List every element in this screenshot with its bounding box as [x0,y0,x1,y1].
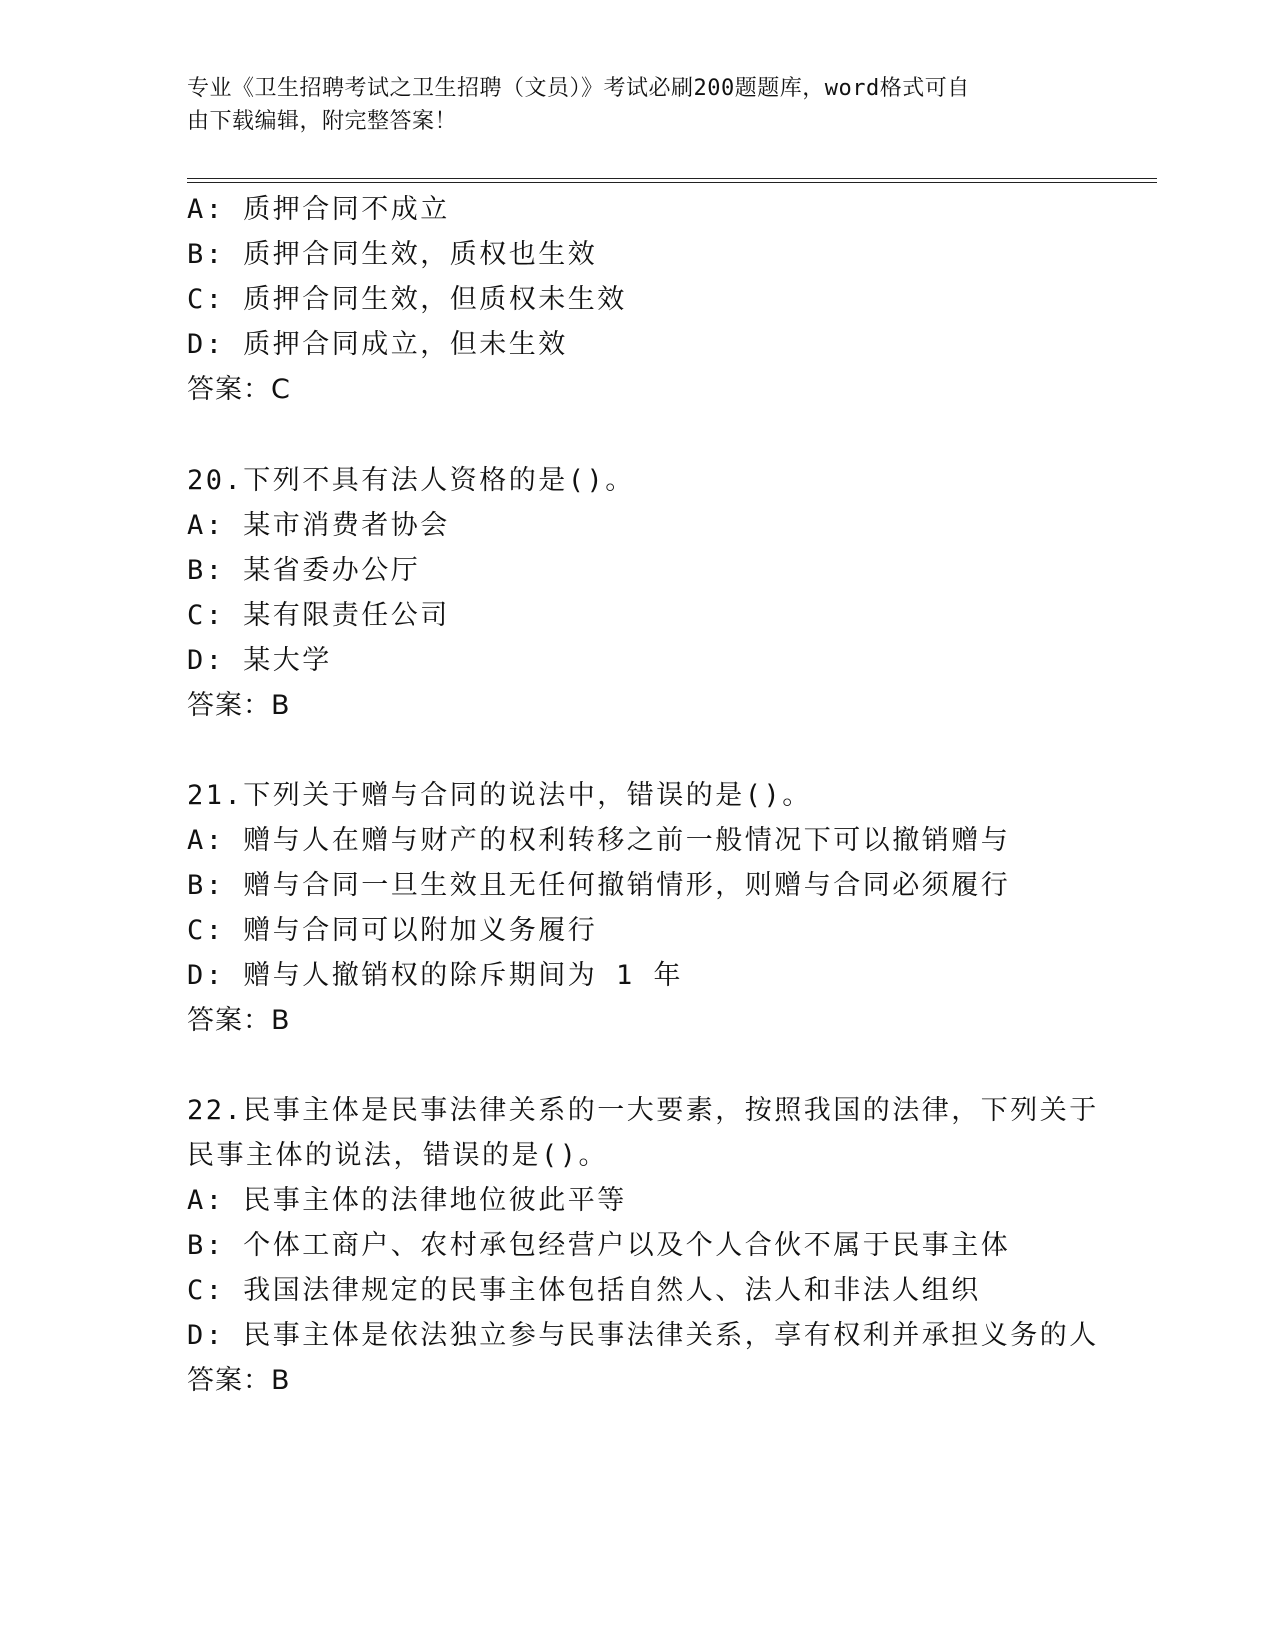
question-stem-continued: 民事主体的说法，错误的是()。 [187,1140,609,1171]
option-a: A: 赠与人在赠与财产的权利转移之前一般情况下可以撤销赠与 [187,825,1011,856]
option-a: A: 某市消费者协会 [187,510,450,541]
option-d: D: 某大学 [187,645,332,676]
option-c: C: 质押合同生效，但质权未生效 [187,284,627,315]
header-line-1: 专业《卫生招聘考试之卫生招聘（文员）》考试必刷200题题库，word格式可自 [187,76,970,101]
answer: 答案：C [187,374,291,405]
option-b: B: 赠与合同一旦生效且无任何撤销情形，则赠与合同必须履行 [187,870,1011,901]
option-a: A: 民事主体的法律地位彼此平等 [187,1185,627,1216]
document-header [187,72,1067,138]
option-c: C: 某有限责任公司 [187,600,450,631]
option-c: C: 赠与合同可以附加义务履行 [187,915,598,946]
header-line-2: 由下载编辑，附完整答案！ [187,109,458,134]
question-stem: 21.下列关于赠与合同的说法中，错误的是()。 [187,780,812,811]
option-b: B: 某省委办公厅 [187,555,421,586]
option-d: D: 民事主体是依法独立参与民事法律关系，享有权利并承担义务的人 [187,1320,1099,1351]
option-b: B: 个体工商户、农村承包经营户以及个人合伙不属于民事主体 [187,1230,1011,1261]
option-a: A: 质押合同不成立 [187,194,450,225]
option-c: C: 我国法律规定的民事主体包括自然人、法人和非法人组织 [187,1275,981,1306]
answer: 答案：B [187,1365,291,1396]
option-d: D: 质押合同成立，但未生效 [187,329,568,360]
question-stem: 22.民事主体是民事法律关系的一大要素，按照我国的法律，下列关于 [187,1095,1099,1126]
answer: 答案：B [187,690,291,721]
header-divider-bottom [187,182,1157,183]
question-stem: 20.下列不具有法人资格的是()。 [187,465,635,496]
answer: 答案：B [187,1005,291,1036]
option-d: D: 赠与人撤销权的除斥期间为 1 年 [187,960,684,991]
option-b: B: 质押合同生效，质权也生效 [187,239,598,270]
header-divider-top [187,178,1157,179]
